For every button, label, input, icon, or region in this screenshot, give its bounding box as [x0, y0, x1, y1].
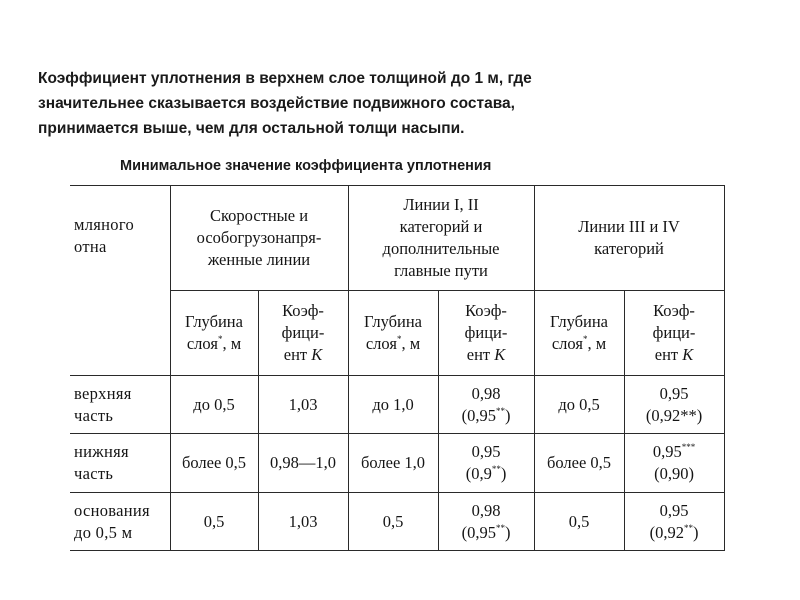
group-header-high-speed: Скоростные и особогрузонапря- женные линии: [170, 186, 348, 291]
row-label: верхняя часть: [70, 376, 170, 434]
table-row-lower: [70, 434, 724, 493]
table-cell: 0,5: [348, 493, 438, 551]
stub-header: мляного отна: [70, 186, 170, 376]
table-cell: 0,98—1,0: [258, 434, 348, 493]
group-header-cat-3-4: Линии III и IV категорий: [534, 186, 724, 291]
table-cell: 0,5: [534, 493, 624, 551]
intro-line: Коэффициент уплотнения в верхнем слое толщиной до 1 м, где: [38, 70, 532, 87]
depth-header: Глубина слоя*, м: [348, 291, 438, 376]
table-cell: 0,95 (0,9**): [438, 434, 534, 493]
depth-header: Глубина слоя*, м: [534, 291, 624, 376]
coef-header: Коэф- фици- ент K: [438, 291, 534, 376]
table-cell: 0,5: [170, 493, 258, 551]
intro-paragraph: [38, 66, 778, 141]
depth-header: Глубина слоя*, м: [170, 291, 258, 376]
table-cell: 0,95*** (0,90): [624, 434, 724, 493]
group-header-cat-1-2: Линии I, II категорий и дополнительные главные пути: [348, 186, 534, 291]
table-row-base: [70, 493, 724, 551]
compaction-table: [70, 185, 725, 551]
table-row-upper: [70, 376, 724, 434]
header-row-groups: [70, 186, 724, 291]
table-cell: до 0,5: [170, 376, 258, 434]
table-cell: более 1,0: [348, 434, 438, 493]
table-cell: 0,98 (0,95**): [438, 376, 534, 434]
coef-header: Коэф- фици- ент K: [624, 291, 724, 376]
table-cell: более 0,5: [170, 434, 258, 493]
table-cell: до 1,0: [348, 376, 438, 434]
intro-line: значительнее сказывается воздействие подвижного состава,: [38, 95, 515, 112]
row-label: нижняя часть: [70, 434, 170, 493]
intro-line: принимается выше, чем для остальной толщи насыпи.: [38, 120, 465, 137]
table-cell: 0,95 (0,92**): [624, 493, 724, 551]
table-caption: Минимальное значение коэффициента уплотнения: [120, 158, 492, 174]
table-cell: 0,98 (0,95**): [438, 493, 534, 551]
coef-header: Коэф- фици- ент K: [258, 291, 348, 376]
table-cell: 0,95 (0,92**): [624, 376, 724, 434]
table-cell: 1,03: [258, 376, 348, 434]
table-cell: более 0,5: [534, 434, 624, 493]
table-cell: 1,03: [258, 493, 348, 551]
table-cell: до 0,5: [534, 376, 624, 434]
row-label: основания до 0,5 м: [70, 493, 170, 551]
